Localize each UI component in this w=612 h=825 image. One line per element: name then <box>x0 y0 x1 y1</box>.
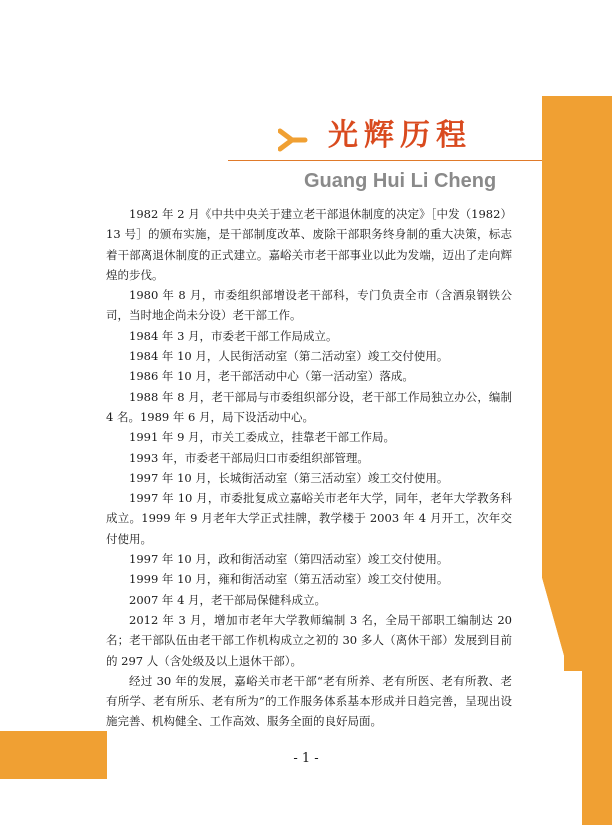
paragraph: 1997 年 10 月，市委批复成立嘉峪关市老年大学，同年，老年大学教务科成立。1999 年 9 月老年大学正式挂牌，教学楼于 2003 年 4 月开工，次年交付使用。 <box>106 491 512 546</box>
paragraph: 1980 年 8 月，市委组织部增设老干部科，专门负责全市（含酒泉钢铁公司，当时地企尚未分设）老干部工作。 <box>106 288 512 323</box>
paragraph: 1997 年 10 月，长城街活动室（第三活动室）竣工交付使用。 <box>129 470 449 485</box>
paragraph: 1999 年 10 月，雍和街活动室（第五活动室）竣工交付使用。 <box>129 572 449 587</box>
paragraph: 2012 年 3 月，增加市老年大学教师编制 3 名，全局干部职工编制达 20 名；老干部队伍由老干部工作机构成立之初的 30 多人（离休干部）发展到目前的 297 人（含处级及以上退休干部）。 <box>106 612 512 668</box>
paragraph: 2007 年 4 月，老干部局保健科成立。 <box>129 592 327 607</box>
paragraph: 1988 年 8 月，老干部局与市委组织部分设，老干部工作局独立办公，编制 4 名。1989 年 6 月，局下设活动中心。 <box>106 389 512 424</box>
paragraph: 1984 年 10 月，人民街活动室（第二活动室）竣工交付使用。 <box>129 349 449 364</box>
paragraph: 1982 年 2 月《中共中央关于建立老干部退休制度的决定》［中发（1982）13 号］的颁布实施，是干部制度改革、废除干部职务终身制的重大决策，标志着干部离退休制度的正式建立。嘉峪关市老干部事业以此为发端，迈出了走向辉煌的步伐。 <box>106 207 512 282</box>
header-divider <box>228 160 542 161</box>
right-decorative-band <box>542 96 612 825</box>
page-subtitle-pinyin: Guang Hui Li Cheng <box>304 170 497 192</box>
paragraph: 1997 年 10 月，政和街活动室（第四活动室）竣工交付使用。 <box>129 552 449 567</box>
paragraph: 1991 年 9 月，市关工委成立，挂靠老干部工作局。 <box>129 430 396 445</box>
body-text <box>106 204 512 732</box>
paragraph: 经过 30 年的发展，嘉峪关市老干部“老有所养、老有所医、老有所教、老有所学、老有所乐、老有所为”的工作服务体系基本形成并日趋完善，呈现出设施完善、机构健全、工作高效、服务全面的良好局面。 <box>106 673 512 729</box>
paragraph: 1993 年，市委老干部局归口市委组织部管理。 <box>129 450 369 465</box>
page-number: - 1 - <box>293 751 319 766</box>
paragraph: 1984 年 3 月，市委老干部工作局成立。 <box>129 328 338 343</box>
paragraph: 1986 年 10 月，老干部活动中心（第一活动室）落成。 <box>129 369 414 384</box>
page-title: 光辉历程 <box>328 118 472 153</box>
orange-chevron-arrow-icon <box>278 127 308 153</box>
